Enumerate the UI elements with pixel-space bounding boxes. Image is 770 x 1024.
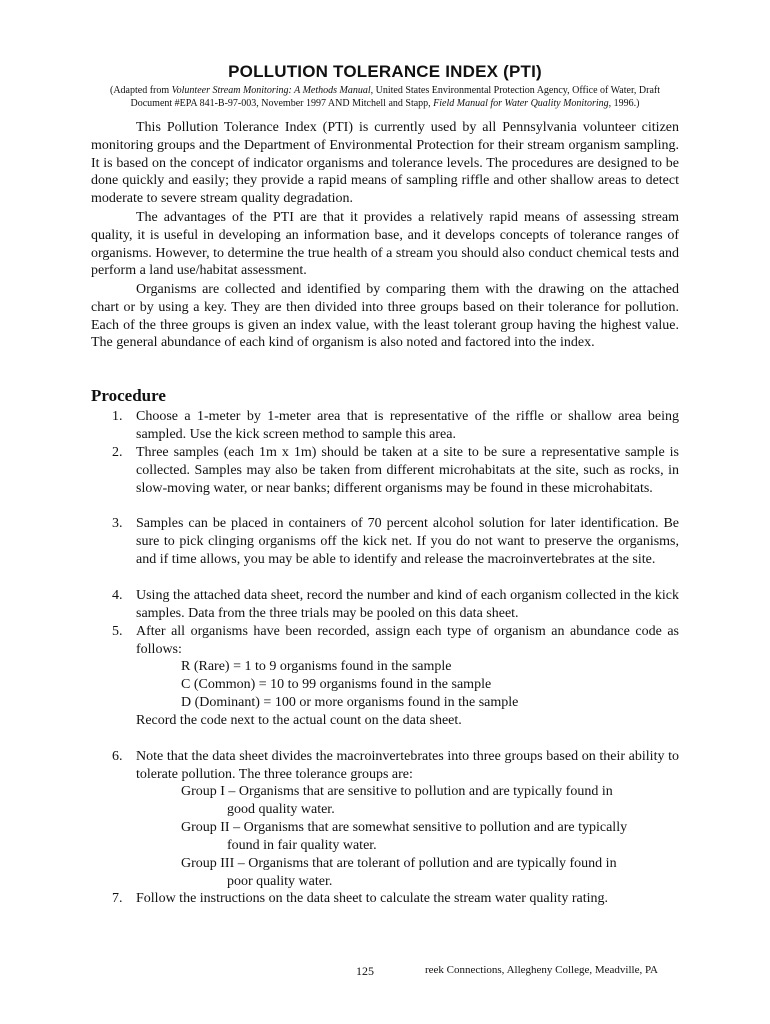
citation-source-1: Volunteer Stream Monitoring: A Methods Manual <box>171 85 371 96</box>
group-2-line: Group II – Organisms that are somewhat sensitive to pollution and are typically <box>181 820 628 835</box>
group-3-continuation: poor quality water. <box>227 874 333 889</box>
citation-suffix: , 1996.) <box>608 98 640 109</box>
citation-prefix: (Adapted from <box>110 85 172 96</box>
citation-source-2: Field Manual for Water Quality Monitoring <box>433 98 609 109</box>
page-number: 125 <box>356 964 374 978</box>
intro-paragraph-1: This Pollution Tolerance Index (PTI) is currently used by all Pennsylvania volunteer citizen monitoring groups and the Department of Environmental Protection for their stream organism sampling. It is based on the concept of indicator organisms and tolerance levels. The procedures are designed to be done quickly and easily; they provide a rapid means of sampling riffle and other shallow areas to detect moderate to severe stream quality degradation. <box>91 120 679 207</box>
abundance-code-rare: R (Rare) = 1 to 9 organisms found in the sample <box>181 659 452 674</box>
group-2-continuation: found in fair quality water. <box>227 838 377 853</box>
step-text: Using the attached data sheet, record the number and kind of each organism collected in the kick samples. Data from the three trials may be pooled on this data sheet. <box>136 588 679 621</box>
step-text: Three samples (each 1m x 1m) should be taken at a site to be sure a representative sample is collected. Samples may also be taken from different microhabitats at the site, such as rocks, in slow-moving water, or near banks; different organisms may be found in these microhabitats. <box>136 445 679 496</box>
step-text: Follow the instructions on the data sheet to calculate the stream water quality rating. <box>136 891 608 906</box>
step-text: Samples can be placed in containers of 70 percent alcohol solution for later identification. Be sure to pick clinging organisms off the kick net. If you do not want to preserve the organisms, and if time allows, you may be able to identify and release the macroinvertebrates at the site. <box>136 516 679 567</box>
record-note: Record the code next to the actual count on the data sheet. <box>136 713 462 728</box>
intro-paragraph-2: The advantages of the PTI are that it provides a relatively rapid means of assessing stream quality, it is useful in developing an information base, and it develops concepts of tolerance ranges of organisms. However, to determine the true health of a stream you should also conduct chemical tests and perform a land use/habitat assessment. <box>91 210 679 279</box>
abundance-code-common: C (Common) = 10 to 99 organisms found in the sample <box>181 677 492 692</box>
step-number: 4. <box>112 588 123 603</box>
intro-paragraph-3: Organisms are collected and identified by comparing them with the drawing on the attached chart or by using a key. They are then divided into three groups based on their tolerance for pollution. Each of the three groups is given an index value, with the least tolerant group having the highest value. The general abundance of each kind of organism is also noted and factored into the index. <box>91 282 679 351</box>
page-title: POLLUTION TOLERANCE INDEX (PTI) <box>228 62 542 81</box>
step-text: Note that the data sheet divides the macroinvertebrates into three groups based on their ability to tolerate pollution. The three tolerance groups are: <box>136 749 679 782</box>
adapted-citation <box>90 84 680 110</box>
abundance-code-dominant: D (Dominant) = 100 or more organisms found in the sample <box>181 695 519 710</box>
group-3-line: Group III – Organisms that are tolerant of pollution and are typically found in <box>181 856 617 871</box>
footer-credit: reek Connections, Allegheny College, Meadville, PA <box>425 964 658 976</box>
group-1-line: Group I – Organisms that are sensitive to pollution and are typically found in <box>181 784 613 799</box>
step-number: 1. <box>112 409 123 424</box>
step-number: 2. <box>112 445 123 460</box>
step-text: After all organisms have been recorded, assign each type of organism an abundance code as follows: <box>136 624 679 657</box>
step-number: 3. <box>112 516 123 531</box>
step-text: Choose a 1-meter by 1-meter area that is representative of the riffle or shallow area being sampled. Use the kick screen method to sample this area. <box>136 409 679 442</box>
step-number: 5. <box>112 624 123 639</box>
step-number: 6. <box>112 749 123 764</box>
procedure-heading: Procedure <box>91 386 166 405</box>
citation-middle: , United States Environmental Protection Agency, Office of Water, Draft Document #EPA 841-B-97-003, November 1997 AND Mitchell and Stapp, <box>130 85 660 109</box>
step-number: 7. <box>112 891 123 906</box>
group-1-continuation: good quality water. <box>227 802 335 817</box>
